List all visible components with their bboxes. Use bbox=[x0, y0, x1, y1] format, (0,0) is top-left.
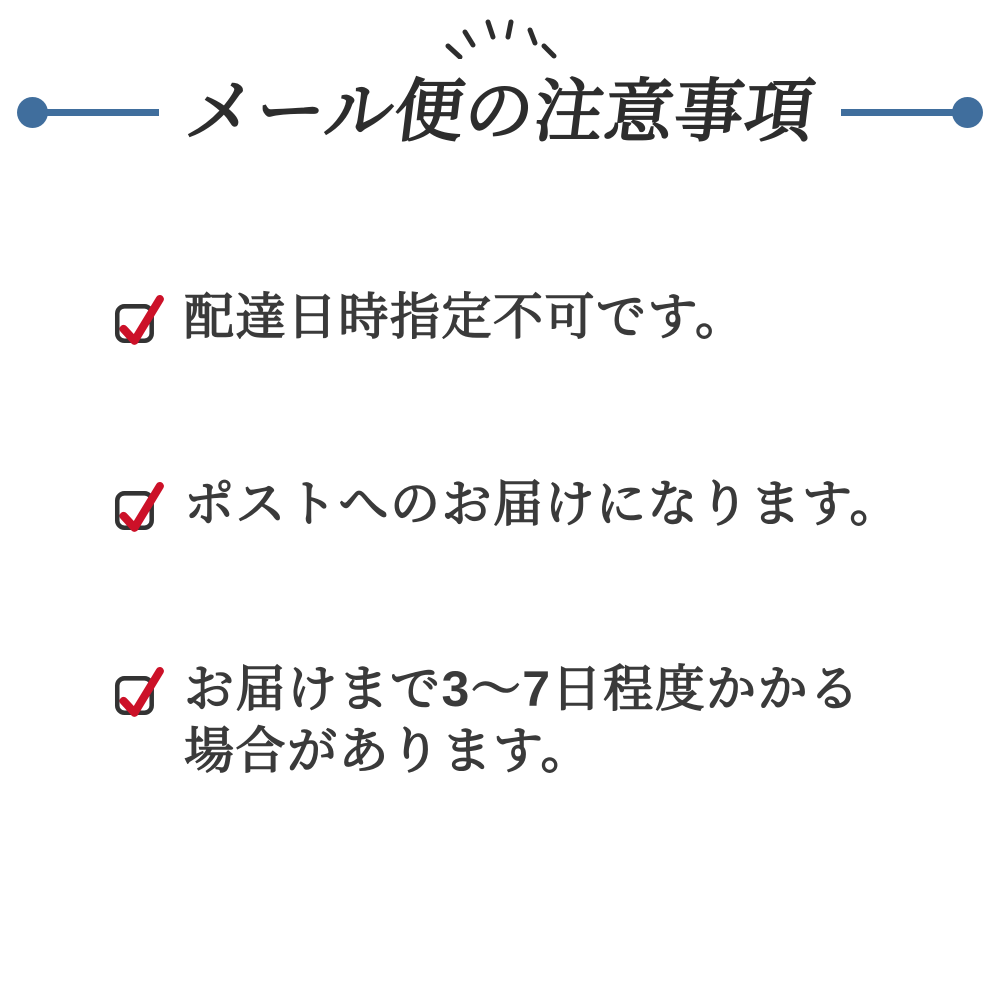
checklist-item bbox=[110, 475, 901, 535]
left-line bbox=[44, 109, 159, 116]
checklist-item bbox=[110, 660, 861, 782]
text-line: お届けまで3〜7日程度かかる bbox=[184, 661, 861, 717]
checklist-item-text bbox=[184, 473, 901, 535]
red-checkbox-icon bbox=[110, 290, 168, 348]
red-checkbox-icon bbox=[110, 662, 168, 720]
text-line: ポストへのお届けになります。 bbox=[184, 476, 901, 532]
title-row bbox=[0, 73, 1000, 150]
burst-rays-icon bbox=[444, 13, 557, 59]
page-title: メール便の注意事項 bbox=[181, 73, 820, 150]
right-dot bbox=[952, 97, 983, 128]
red-checkbox-icon bbox=[110, 477, 168, 535]
notice-header bbox=[0, 0, 1000, 148]
text-line: 場合があります。 bbox=[184, 723, 592, 779]
checklist-item-text bbox=[184, 658, 861, 782]
checklist-item-text bbox=[184, 286, 747, 348]
text-line: 配達日時指定不可です。 bbox=[184, 289, 747, 345]
checklist-item bbox=[110, 288, 747, 348]
right-line bbox=[841, 109, 956, 116]
